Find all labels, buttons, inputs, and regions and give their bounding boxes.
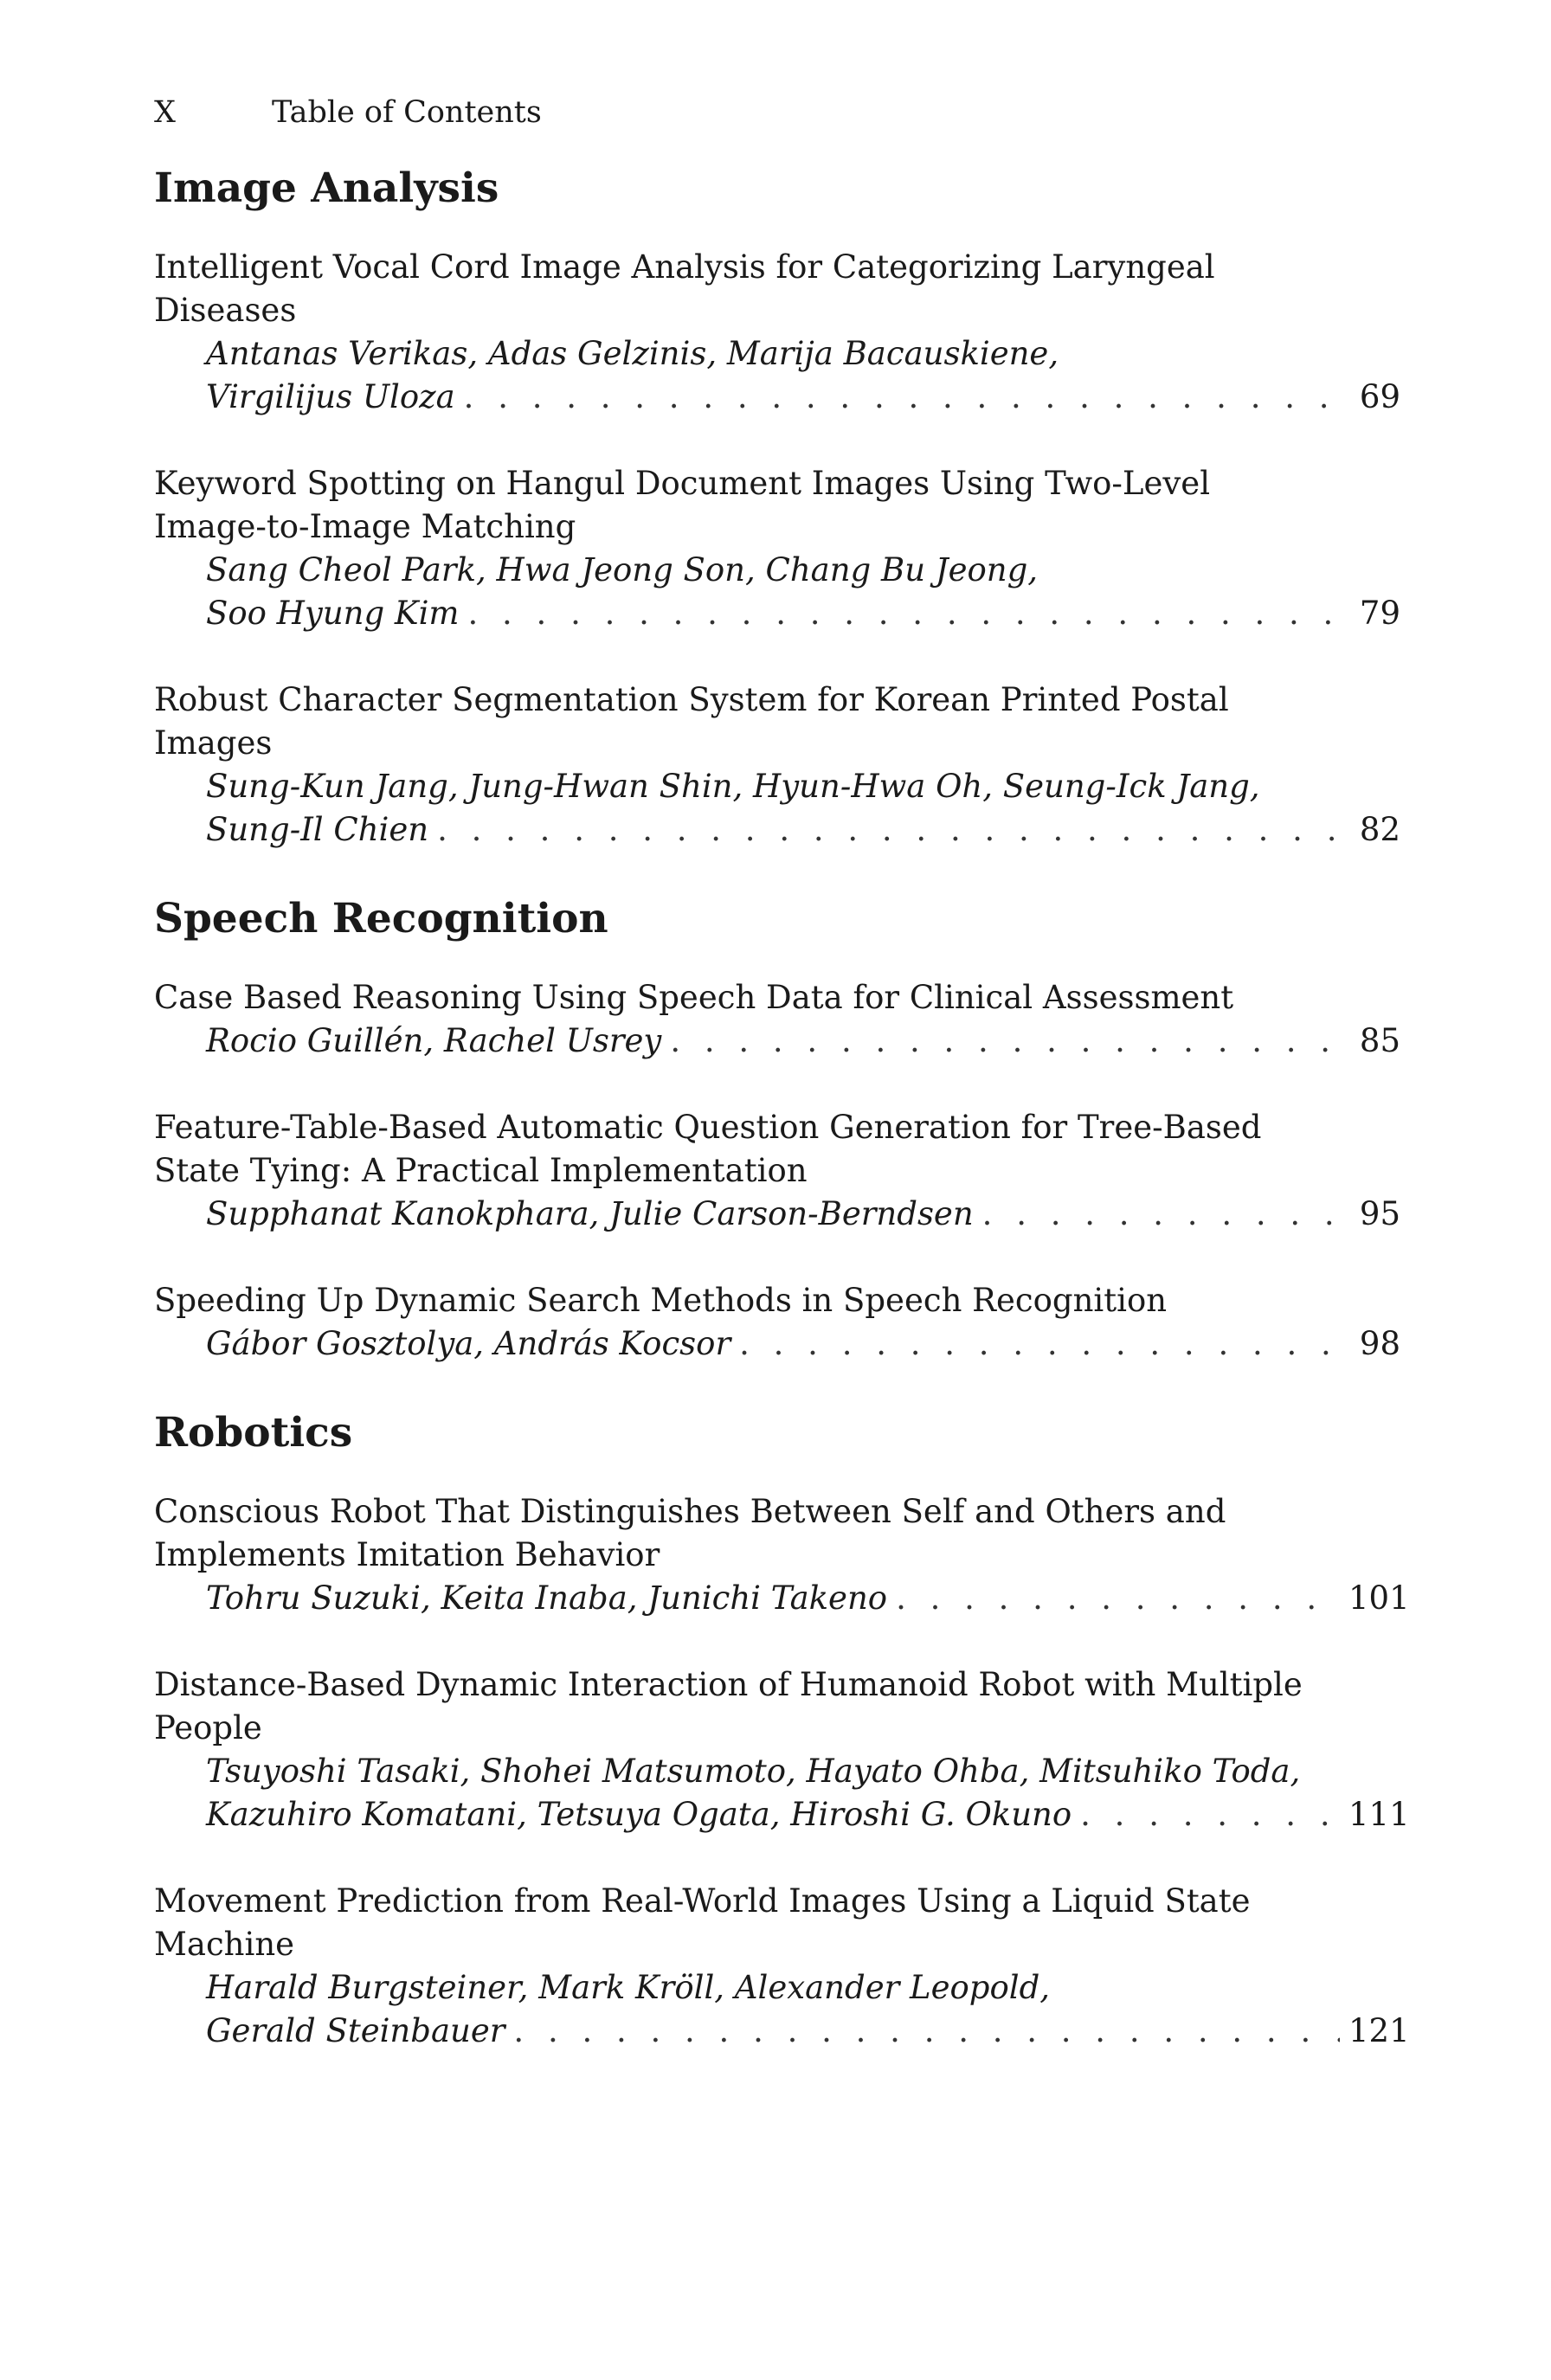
author-line: Antanas Verikas, Adas Gelzinis, Marija Bacauskiene,	[206, 335, 1059, 372]
entry-title-line: Speeding Up Dynamic Search Methods in Speech Recognition	[154, 1282, 1168, 1319]
author-page-line	[206, 1793, 1410, 1836]
entry-authors	[154, 1966, 1410, 2053]
dot-leader	[437, 808, 1340, 852]
dot-leader	[670, 1020, 1340, 1063]
entry-title-line: Conscious Robot That Distinguishes Between Self and Others and	[154, 1493, 1226, 1530]
author-line: Gábor Gosztolya, András Kocsor	[206, 1325, 731, 1362]
toc-entry[interactable]	[154, 246, 1400, 419]
entry-authors	[154, 765, 1400, 852]
running-head-title: Table of Contents	[272, 95, 542, 130]
entry-authors	[154, 1193, 1400, 1236]
entry-title-line: People	[154, 1709, 262, 1746]
entry-title-line: State Tying: A Practical Implementation	[154, 1152, 808, 1189]
dot-leader	[468, 592, 1341, 635]
author-page-line	[206, 808, 1400, 852]
entry-title-line: Movement Prediction from Real-World Images Using a Liquid State	[154, 1882, 1251, 1920]
author-line: Soo Hyung Kim	[206, 595, 460, 632]
entry-title-line: Machine	[154, 1926, 295, 1963]
page-reference[interactable]: 101	[1348, 1579, 1410, 1617]
page-reference[interactable]: 121	[1348, 2012, 1410, 2049]
author-page-line	[206, 2010, 1410, 2053]
toc-entry[interactable]	[154, 462, 1400, 635]
author-line: Sung-Kun Jang, Jung-Hwan Shin, Hyun-Hwa Oh, Seung-Ick Jang,	[206, 768, 1260, 805]
author-page-line	[206, 1322, 1400, 1366]
toc-entry[interactable]	[154, 1663, 1410, 1836]
author-page-line	[206, 376, 1400, 419]
author-page-line	[206, 592, 1400, 635]
toc-entry[interactable]	[154, 1106, 1400, 1236]
page-reference[interactable]: 98	[1359, 1325, 1400, 1362]
toc-entry[interactable]	[154, 1490, 1410, 1620]
author-line: Sung-Il Chien	[206, 811, 429, 848]
entry-title-line: Feature-Table-Based Automatic Question Generation for Tree-Based	[154, 1109, 1262, 1146]
toc-entry[interactable]	[154, 679, 1400, 852]
section-title: Image Analysis	[154, 164, 499, 212]
dot-leader	[739, 1322, 1340, 1366]
entry-authors	[154, 1577, 1410, 1620]
page-reference[interactable]: 111	[1348, 1796, 1410, 1833]
section-title: Robotics	[154, 1409, 353, 1457]
author-line: Gerald Steinbauer	[206, 2012, 505, 2049]
author-line: Supphanat Kanokphara, Julie Carson-Berndsen	[206, 1195, 974, 1232]
entry-title-line: Case Based Reasoning Using Speech Data for Clinical Assessment	[154, 979, 1234, 1016]
toc-entry[interactable]	[154, 1279, 1400, 1366]
dot-leader	[1080, 1793, 1340, 1836]
toc-entry[interactable]	[154, 1880, 1410, 2053]
author-page-line	[206, 1577, 1410, 1620]
entry-authors	[154, 1020, 1400, 1063]
entry-authors	[154, 549, 1400, 635]
author-page-line	[206, 1020, 1400, 1063]
entry-title-line: Diseases	[154, 292, 297, 329]
author-line: Sang Cheol Park, Hwa Jeong Son, Chang Bu Jeong,	[206, 551, 1039, 589]
page-reference[interactable]: 69	[1359, 378, 1400, 415]
page-reference[interactable]: 85	[1359, 1022, 1400, 1059]
entry-title-line: Image-to-Image Matching	[154, 508, 576, 545]
page-number: X	[154, 95, 176, 130]
entry-authors	[154, 1750, 1410, 1836]
author-page-line	[206, 1193, 1400, 1236]
entry-title-line: Keyword Spotting on Hangul Document Images Using Two-Level	[154, 465, 1211, 502]
running-head	[154, 95, 1400, 130]
author-line: Harald Burgsteiner, Mark Kröll, Alexander Leopold,	[206, 1969, 1051, 2006]
dot-leader	[982, 1193, 1340, 1236]
toc-page	[154, 95, 1410, 2096]
toc-sections	[154, 164, 1410, 2053]
author-line: Kazuhiro Komatani, Tetsuya Ogata, Hiroshi G. Okuno	[206, 1796, 1072, 1833]
page-reference[interactable]: 82	[1359, 811, 1400, 848]
dot-leader	[464, 376, 1340, 419]
entry-authors	[154, 332, 1400, 419]
page-reference[interactable]: 95	[1359, 1195, 1400, 1232]
toc-section	[154, 164, 1400, 852]
entry-title-line: Images	[154, 724, 273, 762]
entry-title-line: Intelligent Vocal Cord Image Analysis for Categorizing Laryngeal	[154, 248, 1215, 286]
author-line: Rocio Guillén, Rachel Usrey	[206, 1022, 662, 1059]
entry-title-line: Implements Imitation Behavior	[154, 1536, 660, 1573]
entry-authors	[154, 1322, 1400, 1366]
author-line: Tsuyoshi Tasaki, Shohei Matsumoto, Hayato Ohba, Mitsuhiko Toda,	[206, 1753, 1301, 1790]
entry-title-line: Robust Character Segmentation System for Korean Printed Postal	[154, 681, 1229, 718]
toc-section	[154, 895, 1400, 1366]
entry-title-line: Distance-Based Dynamic Interaction of Humanoid Robot with Multiple	[154, 1666, 1303, 1703]
section-title: Speech Recognition	[154, 895, 608, 942]
toc-entry[interactable]	[154, 976, 1400, 1063]
author-line: Virgilijus Uloza	[206, 378, 455, 415]
dot-leader	[513, 2010, 1340, 2053]
dot-leader	[896, 1577, 1340, 1620]
page-reference[interactable]: 79	[1359, 595, 1400, 632]
author-line: Tohru Suzuki, Keita Inaba, Junichi Takeno	[206, 1579, 888, 1617]
toc-section	[154, 1409, 1410, 2053]
